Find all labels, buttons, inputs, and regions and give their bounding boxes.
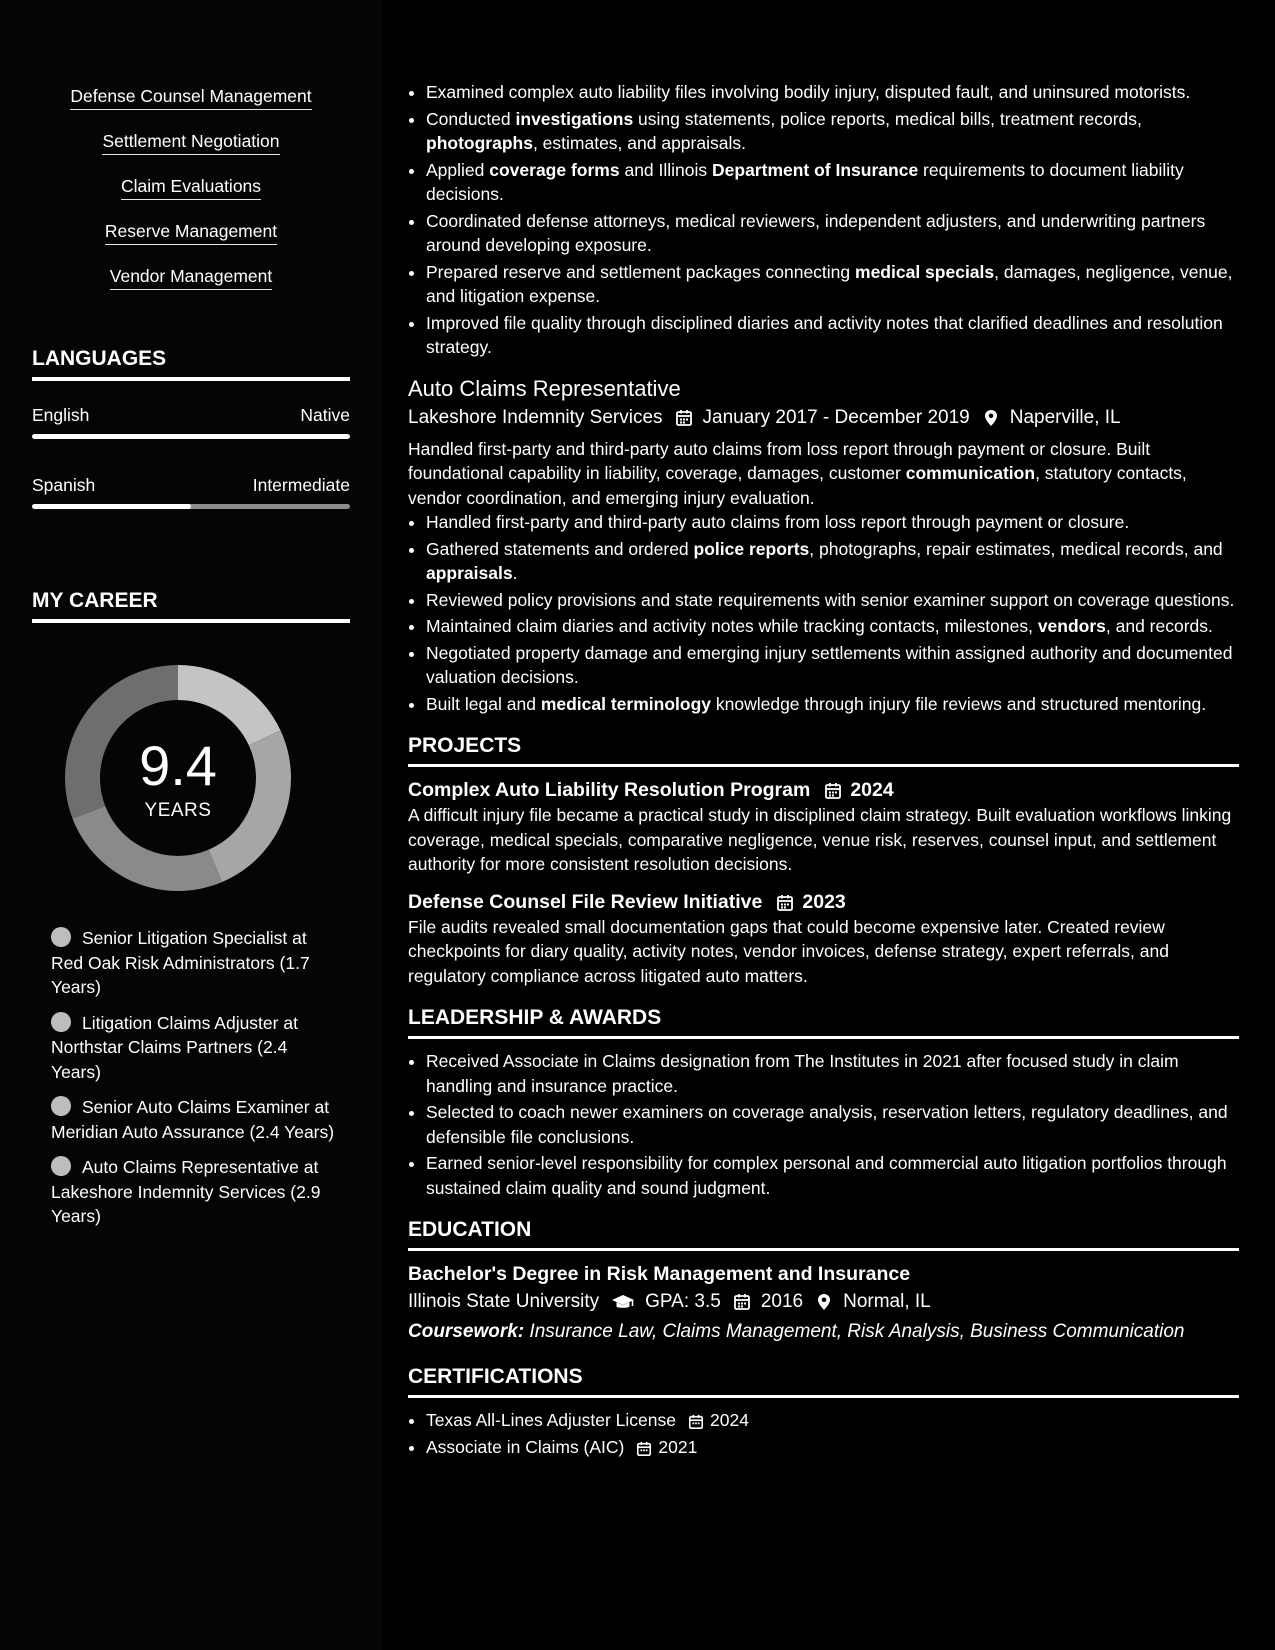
certification-item — [426, 1408, 1239, 1433]
job-meta — [408, 403, 1239, 433]
experience-bullet: • Conducted investigations using statements, police reports, medical bills, treatment records, photographs, estimates, and appraisals. — [426, 107, 1239, 156]
experience-bullet: • Applied coverage forms and Illinois Department of Insurance requirements to document liability decisions. — [426, 158, 1239, 207]
language-name: Spanish — [32, 475, 96, 495]
skills-list — [32, 86, 350, 311]
language-item — [32, 474, 350, 509]
skill-item — [32, 221, 350, 266]
experience-bullets — [408, 510, 1239, 716]
calendar-icon — [688, 1412, 704, 1428]
career-dot-icon — [51, 1012, 71, 1032]
calendar-icon — [776, 893, 794, 911]
education-heading: EDUCATION — [408, 1217, 1239, 1251]
career-total-years: 9.4 — [139, 734, 217, 797]
location-pin-icon — [982, 409, 1000, 427]
experience-bullet: • Prepared reserve and settlement packages connecting medical specials, damages, negligence, venue, and litigation expense. — [426, 260, 1239, 309]
job-dates: January 2017 - December 2019 — [702, 406, 970, 428]
skill-item — [32, 131, 350, 176]
calendar-icon — [733, 1293, 751, 1311]
left-sidebar — [0, 0, 383, 1650]
skill-label: Reserve Management — [105, 221, 277, 245]
project-name: Complex Auto Liability Resolution Program — [408, 779, 811, 801]
language-name: English — [32, 405, 90, 425]
language-level: Native — [300, 405, 350, 425]
experience-bullet: • Coordinated defense attorneys, medical reviewers, independent adjusters, and underwriting partners around developing exposure. — [426, 209, 1239, 258]
leadership-heading: LEADERSHIP & AWARDS — [408, 1005, 1239, 1039]
leadership-item: • Selected to coach newer examiners on coverage analysis, reservation letters, regulatory deadlines, and defensible file conclusions. — [426, 1100, 1239, 1149]
career-item — [51, 926, 341, 1000]
graduation-cap-icon — [611, 1293, 635, 1311]
project-item — [408, 777, 1239, 877]
career-dot-icon — [51, 1156, 71, 1176]
skill-item — [32, 176, 350, 221]
calendar-icon — [824, 781, 842, 799]
graduation-year: 2016 — [760, 1291, 804, 1312]
school-name: Illinois State University — [408, 1291, 600, 1312]
project-year: 2024 — [850, 779, 894, 801]
skill-label: Vendor Management — [110, 266, 272, 290]
experience-bullet: • Gathered statements and ordered police reports, photographs, repair estimates, medical records, and appraisals. — [426, 537, 1239, 586]
main-content — [408, 80, 1239, 1461]
certification-year: 2021 — [658, 1436, 698, 1457]
certifications-list — [408, 1408, 1239, 1459]
certifications-heading: CERTIFICATIONS — [408, 1364, 1239, 1398]
coursework-label: Coursework: — [408, 1321, 525, 1342]
calendar-icon — [636, 1439, 652, 1455]
language-level: Intermediate — [252, 475, 350, 495]
job-location: Naperville, IL — [1009, 406, 1121, 428]
language-proficiency-bar — [32, 504, 350, 509]
education-meta — [408, 1287, 1239, 1317]
company-name: Lakeshore Indemnity Services — [408, 406, 663, 428]
career-item-text: Auto Claims Representative at Lakeshore Indemnity Services (2.9 Years) — [51, 1157, 321, 1226]
project-name: Defense Counsel File Review Initiative — [408, 890, 763, 913]
career-list — [51, 926, 341, 1240]
location-pin-icon — [815, 1293, 833, 1311]
experience-bullet: • Built legal and medical terminology knowledge through injury file reviews and structured mentoring. — [426, 692, 1239, 717]
career-item — [51, 1095, 341, 1144]
skill-item — [32, 86, 350, 131]
experience-bullet: • Negotiated property damage and emerging injury settlements within assigned authority and documented valuation decisions. — [426, 641, 1239, 690]
career-item-text: Senior Litigation Specialist at Red Oak Risk Administrators (1.7 Years) — [51, 928, 310, 997]
career-heading: MY CAREER — [32, 588, 350, 623]
gpa: GPA: 3.5 — [645, 1291, 721, 1312]
projects-heading: PROJECTS — [408, 733, 1239, 767]
project-year: 2023 — [802, 890, 846, 913]
certification-name: • Associate in Claims (AIC) — [426, 1436, 625, 1457]
language-proficiency-fill — [32, 434, 350, 439]
language-proficiency-fill — [32, 504, 191, 509]
career-item — [51, 1155, 341, 1229]
calendar-icon — [675, 409, 693, 427]
career-dot-icon — [51, 927, 71, 947]
career-item — [51, 1011, 341, 1085]
skill-label: Claim Evaluations — [121, 176, 261, 200]
coursework-list: Insurance Law, Claims Management, Risk Analysis, Business Communication — [529, 1321, 1185, 1342]
experience-bullet: • Improved file quality through disciplined diaries and activity notes that clarified deadlines and resolution strategy. — [426, 311, 1239, 360]
experience-bullet: • Handled first-party and third-party auto claims from loss report through payment or closure. — [426, 510, 1239, 535]
coursework — [408, 1317, 1239, 1347]
language-proficiency-bar — [32, 434, 350, 439]
experience-bullets — [408, 80, 1239, 360]
career-item-text: Senior Auto Claims Examiner at Meridian Auto Assurance (2.4 Years) — [51, 1097, 335, 1142]
degree-title: Bachelor's Degree in Risk Management and Insurance — [408, 1263, 911, 1285]
certification-year: 2024 — [710, 1410, 749, 1430]
certification-item — [426, 1435, 1239, 1460]
experience-bullet: • Reviewed policy provisions and state requirements with senior examiner support on coverage questions. — [426, 588, 1239, 613]
career-item-text: Litigation Claims Adjuster at Northstar Claims Partners (2.4 Years) — [51, 1012, 298, 1082]
project-description: A difficult injury file became a practical study in disciplined claim strategy. Built evaluation workflows linking coverage, medical specials, comparative negligence, venue risk, reserves, counsel input, and settlement authority for more consistent resolution decisions. — [408, 805, 1232, 874]
leadership-item: • Earned senior-level responsibility for complex personal and commercial auto litigation portfolios through sustained claim quality and sound judgment. — [426, 1151, 1239, 1200]
skill-label: Defense Counsel Management — [70, 86, 311, 110]
career-donut-chart — [64, 664, 292, 892]
job-title: Auto Claims Representative — [408, 375, 681, 401]
career-dot-icon — [51, 1096, 71, 1116]
school-location: Normal, IL — [843, 1291, 931, 1312]
project-description: File audits revealed small documentation gaps that could become expensive later. Created review checkpoints for diary quality, activity notes, vendor invoices, defense strategy, expert referrals, and regulatory compliance across litigated auto matters. — [408, 916, 1169, 986]
project-item — [408, 889, 1239, 989]
skill-label: Settlement Negotiation — [102, 131, 279, 155]
job-summary: Handled first-party and third-party auto claims from loss report through payment or closure. Built foundational capability in liability, coverage, damages, customer communication, statutory contacts, vendor coordination, and emerging injury evaluation. — [408, 438, 1187, 508]
leadership-list — [408, 1049, 1239, 1200]
experience-bullet: • Maintained claim diaries and activity notes while tracking contacts, milestones, vendors, and records. — [426, 614, 1239, 639]
languages-heading: LANGUAGES — [32, 346, 350, 381]
certification-name: • Texas All-Lines Adjuster License — [426, 1410, 676, 1430]
experience-bullet: • Examined complex auto liability files involving bodily injury, disputed fault, and uninsured motorists. — [426, 80, 1239, 105]
skill-item — [32, 266, 350, 311]
career-total-unit: YEARS — [144, 800, 212, 821]
leadership-item: • Received Associate in Claims designation from The Institutes in 2021 after focused study in claim handling and insurance practice. — [426, 1049, 1239, 1098]
language-item — [32, 404, 350, 439]
